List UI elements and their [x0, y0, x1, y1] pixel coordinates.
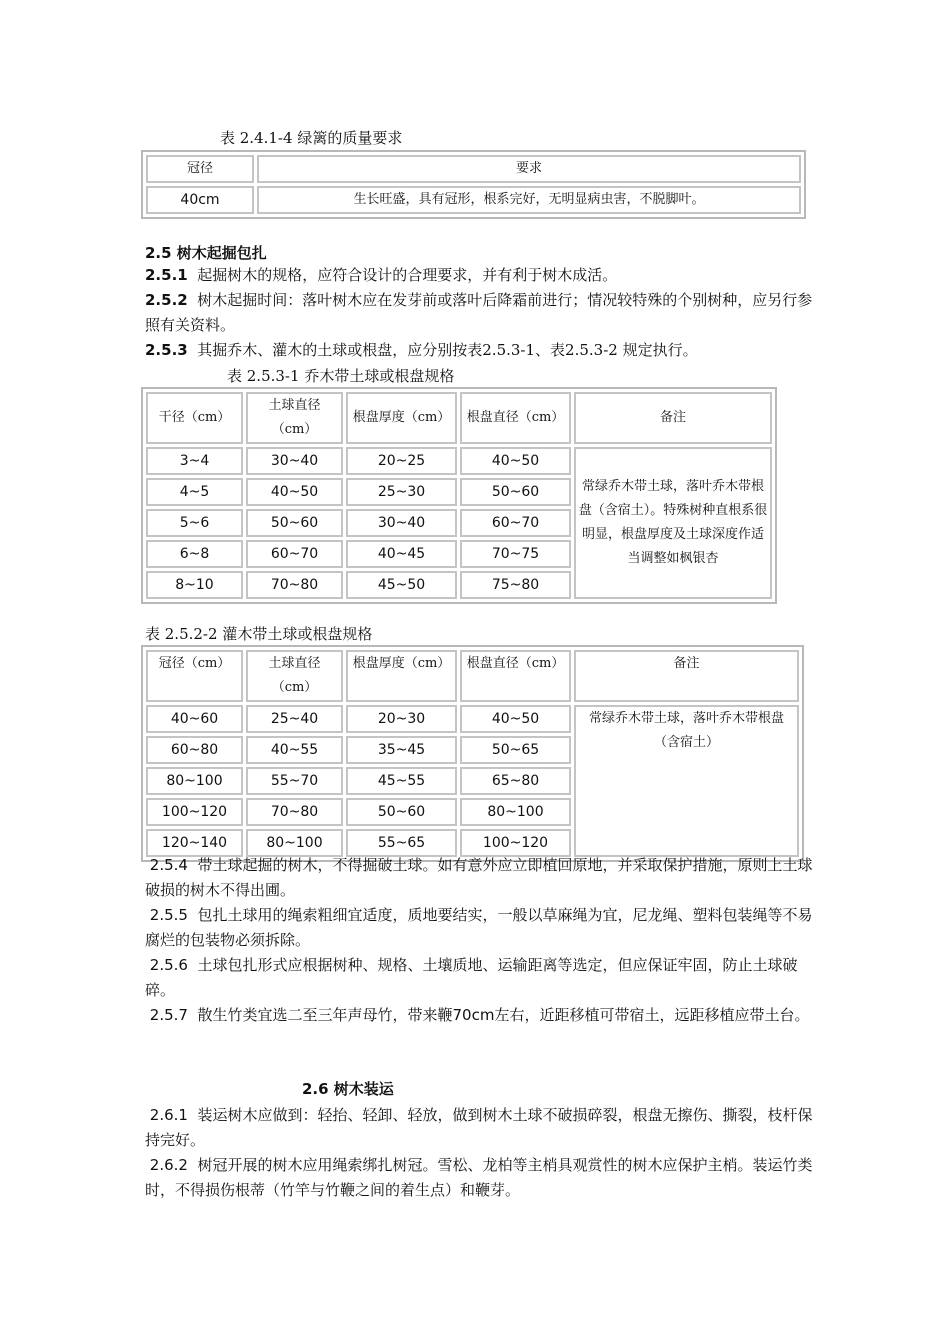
clause-number: 2.5.1	[145, 266, 188, 284]
table-cell: 40~60	[146, 705, 243, 733]
section-heading-2-6: 2.6 树木装运	[302, 1080, 394, 1098]
table-cell: 100~120	[460, 829, 571, 857]
clause-text: 树冠开展的树木应用绳索绑扎树冠。雪松、龙柏等主梢具观赏性的树木应保护主梢。装运竹类时，不得损伤根蒂（竹竿与竹鞭之间的着生点）和鞭芽。	[145, 1156, 813, 1199]
clause-number: 2.6.1	[149, 1106, 188, 1124]
table-cell: 20~30	[346, 705, 457, 733]
clause-number: 2.5.6	[149, 956, 188, 974]
table-header-cell: 备注	[574, 392, 772, 444]
tree-rootball-table	[141, 387, 777, 604]
table-cell: 75~80	[460, 571, 571, 599]
table-cell: 60~80	[146, 736, 243, 764]
paragraph-2-5-4	[145, 853, 825, 903]
table-cell: 3~4	[146, 447, 243, 475]
clause-text: 散生竹类宜选二至三年声母竹，带来鞭	[197, 1006, 453, 1024]
table-cell: 50~60	[346, 798, 457, 826]
paragraph-2-6-1	[145, 1103, 825, 1153]
table-note-cell: 常绿乔木带土球，落叶乔木带根盘（含宿土）	[574, 705, 799, 857]
table-header-cell: 干径（cm）	[146, 392, 243, 444]
table-cell: 5~6	[146, 509, 243, 537]
table-header-cell: 冠径	[146, 155, 254, 183]
table-cell: 40~55	[246, 736, 343, 764]
table-cell: 55~65	[346, 829, 457, 857]
table-cell: 8~10	[146, 571, 243, 599]
table-cell: 60~70	[460, 509, 571, 537]
table-cell: 50~65	[460, 736, 571, 764]
table-cell: 25~40	[246, 705, 343, 733]
table-caption-tree: 表 2.5.3-1 乔木带土球或根盘规格	[227, 367, 455, 385]
table-header-cell: 根盘直径（cm）	[460, 650, 571, 702]
paragraph-2-6-2	[145, 1153, 825, 1203]
clause-text: 左右，近距移植可带宿土，远距移植应带土台。	[494, 1006, 810, 1024]
table-cell: 25~30	[346, 478, 457, 506]
table-cell: 80~100	[146, 767, 243, 795]
paragraph-2-5-2	[145, 288, 825, 338]
table-cell: 35~45	[346, 736, 457, 764]
clause-number: 2.5.3	[145, 341, 188, 359]
table-cell: 80~100	[460, 798, 571, 826]
table-cell: 70~75	[460, 540, 571, 568]
table-header-cell: 根盘直径（cm）	[460, 392, 571, 444]
table-cell: 45~50	[346, 571, 457, 599]
table-cell: 65~80	[460, 767, 571, 795]
table-cell: 30~40	[346, 509, 457, 537]
paragraph-2-5-3	[145, 338, 825, 363]
clause-text: 其掘乔木、灌木的土球或根盘，应分别按表2.5.3-1、表2.5.3-2 规定执行。	[197, 341, 698, 359]
table-note-cell: 常绿乔木带土球，落叶乔木带根盘（含宿土）。特殊树种直根系很明显，根盘厚度及土球深度作适当调整如枫银杏	[574, 447, 772, 599]
paragraph-2-5-6	[145, 953, 825, 1003]
clause-number: 2.5.4	[149, 856, 188, 874]
table-cell: 30~40	[246, 447, 343, 475]
shrub-rootball-table	[141, 645, 804, 862]
clause-text: 带土球起掘的树木，不得掘破土球。如有意外应立即植回原地，并采取保护措施，原则上土球破损的树木不得出圃。	[145, 856, 813, 899]
clause-number: 2.5.5	[149, 906, 188, 924]
hedge-quality-table	[141, 150, 806, 219]
table-header-cell: 土球直径（cm）	[246, 650, 343, 702]
table-cell: 45~55	[346, 767, 457, 795]
table-header-cell: 要求	[257, 155, 801, 183]
table-cell: 6~8	[146, 540, 243, 568]
table-header-cell: 根盘厚度（cm）	[346, 392, 457, 444]
table-cell: 60~70	[246, 540, 343, 568]
clause-text: 包扎土球用的绳索粗细宜适度，质地要结实，一般以草麻绳为宜，尼龙绳、塑料包装绳等不易腐烂的包装物必须拆除。	[145, 906, 813, 949]
table-cell: 40cm	[146, 186, 254, 214]
table-cell: 40~45	[346, 540, 457, 568]
table-cell: 80~100	[246, 829, 343, 857]
paragraph-2-5-5	[145, 903, 825, 953]
table-cell: 50~60	[246, 509, 343, 537]
clause-number: 2.5.2	[145, 291, 188, 309]
table-cell: 70~80	[246, 798, 343, 826]
section-heading-2-5: 2.5 树木起掘包扎	[145, 244, 267, 262]
table-cell: 40~50	[246, 478, 343, 506]
table-cell: 50~60	[460, 478, 571, 506]
table-header-cell: 土球直径（cm）	[246, 392, 343, 444]
table-header-cell: 备注	[574, 650, 799, 702]
table-caption-hedge: 表 2.4.1-4 绿篱的质量要求	[220, 129, 403, 147]
paragraph-2-5-1	[145, 263, 825, 288]
clause-number: 2.6.2	[149, 1156, 188, 1174]
table-cell: 70~80	[246, 571, 343, 599]
table-cell: 100~120	[146, 798, 243, 826]
table-cell: 4~5	[146, 478, 243, 506]
paragraph-2-5-7	[145, 1003, 825, 1028]
clause-text-length: 70cm	[452, 1006, 495, 1024]
table-cell: 55~70	[246, 767, 343, 795]
table-cell: 40~50	[460, 447, 571, 475]
table-cell: 20~25	[346, 447, 457, 475]
table-caption-shrub: 表 2.5.2-2 灌木带土球或根盘规格	[145, 625, 373, 643]
clause-text: 装运树木应做到：轻抬、轻卸、轻放，做到树木土球不破损碎裂，根盘无擦伤、撕裂，枝杆保持完好。	[145, 1106, 813, 1149]
table-cell: 生长旺盛，具有冠形，根系完好，无明显病虫害，不脱脚叶。	[257, 186, 801, 214]
table-header-cell: 根盘厚度（cm）	[346, 650, 457, 702]
clause-number: 2.5.7	[149, 1006, 188, 1024]
clause-text: 树木起掘时间：落叶树木应在发芽前或落叶后降霜前进行；情况较特殊的个别树种，应另行参照有关资料。	[145, 291, 813, 334]
table-header-cell: 冠径（cm）	[146, 650, 243, 702]
clause-text: 土球包扎形式应根据树种、规格、土壤质地、运输距离等选定，但应保证牢固，防止土球破碎。	[145, 956, 798, 999]
clause-text: 起掘树木的规格，应符合设计的合理要求，并有利于树木成活。	[197, 266, 618, 284]
table-cell: 40~50	[460, 705, 571, 733]
table-cell: 120~140	[146, 829, 243, 857]
